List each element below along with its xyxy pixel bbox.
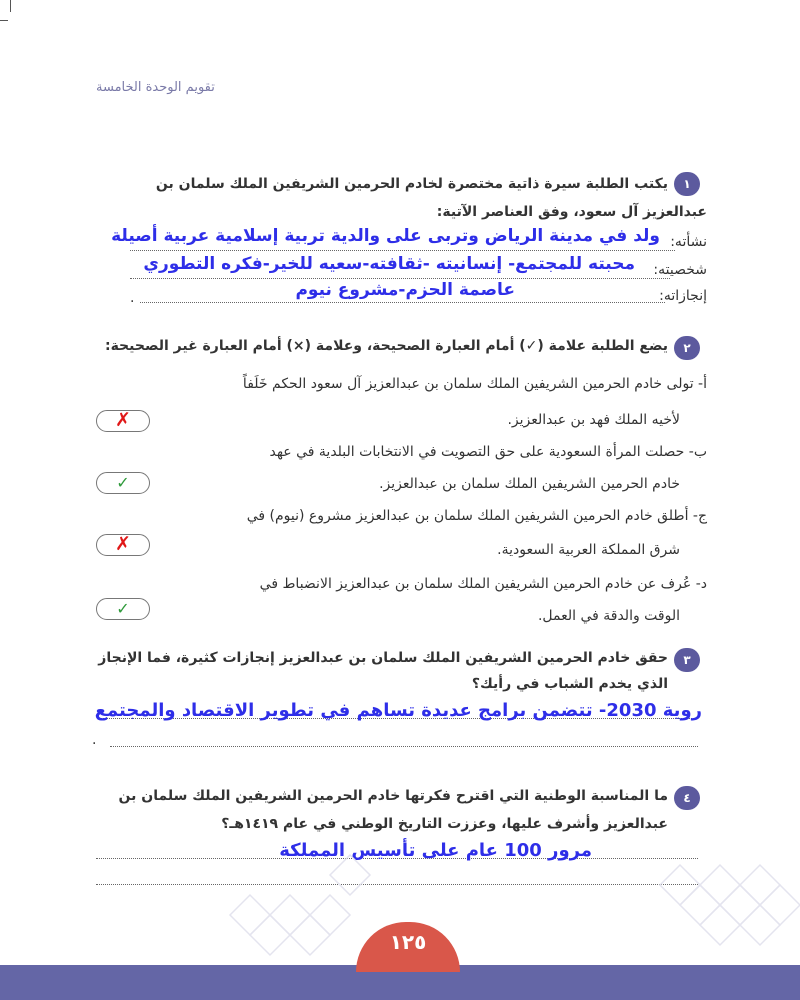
question-number-badge: ١: [674, 172, 700, 196]
check-mark-icon: ✓: [116, 473, 130, 492]
statement-line: الوقت والدقة في العمل.: [537, 608, 680, 624]
field-label: شخصيته:: [653, 262, 707, 278]
crop-mark: [10, 0, 11, 12]
question-text: حقق خادم الحرمين الشريفين الملك سلمان بن عبدالعزيز إنجازات كثيرة، فما الإنجاز: [98, 650, 668, 666]
statement-line: أ- تولى خادم الحرمين الشريفين الملك سلمان بن عبدالعزيز آل سعود الحكم خَلَفاً: [242, 376, 707, 392]
check-mark-icon: ✓: [116, 599, 130, 618]
answer-box[interactable]: [96, 598, 150, 620]
line-end: .: [130, 290, 135, 306]
answer-box[interactable]: [96, 410, 150, 432]
handwritten-answer: محبته للمجتمع- إنسانيته -ثقافته-سعيه للخير-فكره التطوري: [143, 254, 635, 274]
statement-line: ج- أطلق خادم الحرمين الشريفين الملك سلمان بن عبدالعزيز مشروع (نيوم) في: [246, 508, 707, 524]
dotted-answer-line: [110, 746, 698, 747]
statement-line: د- عُرف عن خادم الحرمين الشريفين الملك سلمان بن عبدالعزيز الانضباط في: [259, 576, 707, 592]
field-label: إنجازاته:: [659, 288, 707, 304]
statement-line: لأخيه الملك فهد بن عبدالعزيز.: [507, 412, 680, 428]
crop-mark: [0, 20, 8, 21]
x-mark-icon: ✗: [115, 532, 131, 555]
question-text: الذي يخدم الشباب في رأيك؟: [471, 676, 668, 692]
answer-box[interactable]: [96, 534, 150, 556]
running-head: تقويم الوحدة الخامسة: [96, 80, 215, 95]
question-text: يكتب الطلبة سيرة ذاتية مختصرة لخادم الحرمين الشريفين الملك سلمان بن: [155, 176, 668, 192]
x-mark-icon: ✗: [115, 408, 131, 431]
page-number: ١٢٥: [356, 922, 460, 972]
dotted-answer-line: [130, 278, 670, 279]
dotted-answer-line: [130, 250, 675, 251]
answer-box[interactable]: [96, 472, 150, 494]
statement-line: شرق المملكة العربية السعودية.: [497, 542, 680, 558]
question-text: عبدالعزيز آل سعود، وفق العناصر الآتية:: [436, 204, 707, 220]
question-text: عبدالعزيز وأشرف عليها، وعززت التاريخ الوطني في عام ١٤١٩هـ؟: [221, 816, 668, 832]
question-number-badge: ٢: [674, 336, 700, 360]
question-text: ما المناسبة الوطنية التي اقترح فكرتها خادم الحرمين الشريفين الملك سلمان بن: [118, 788, 668, 804]
handwritten-answer: عاصمة الحزم-مشروع نيوم: [295, 280, 515, 300]
dotted-answer-line: [140, 302, 665, 303]
question-number-badge: ٤: [674, 786, 700, 810]
line-end: .: [92, 732, 97, 748]
question-text: يضع الطلبة علامة (✓) أمام العبارة الصحيحة، وعلامة (×) أمام العبارة غير الصحيحة:: [104, 338, 668, 354]
handwritten-answer: ولد في مدينة الرياض وتربى على والدية تربية إسلامية عربية أصيلة: [111, 226, 660, 246]
handwritten-answer: مرور 100 عام على تأسيس المملكة: [279, 840, 592, 861]
statement-line: ب- حصلت المرأة السعودية على حق التصويت في الانتخابات البلدية في عهد: [269, 444, 707, 460]
field-label: نشأته:: [670, 234, 707, 250]
handwritten-answer: روية 2030- تتضمن برامج عديدة تساهم في تطوير الاقتصاد والمجتمع: [94, 700, 702, 721]
statement-line: خادم الحرمين الشريفين الملك سلمان بن عبدالعزيز.: [379, 476, 680, 492]
question-number-badge: ٣: [674, 648, 700, 672]
